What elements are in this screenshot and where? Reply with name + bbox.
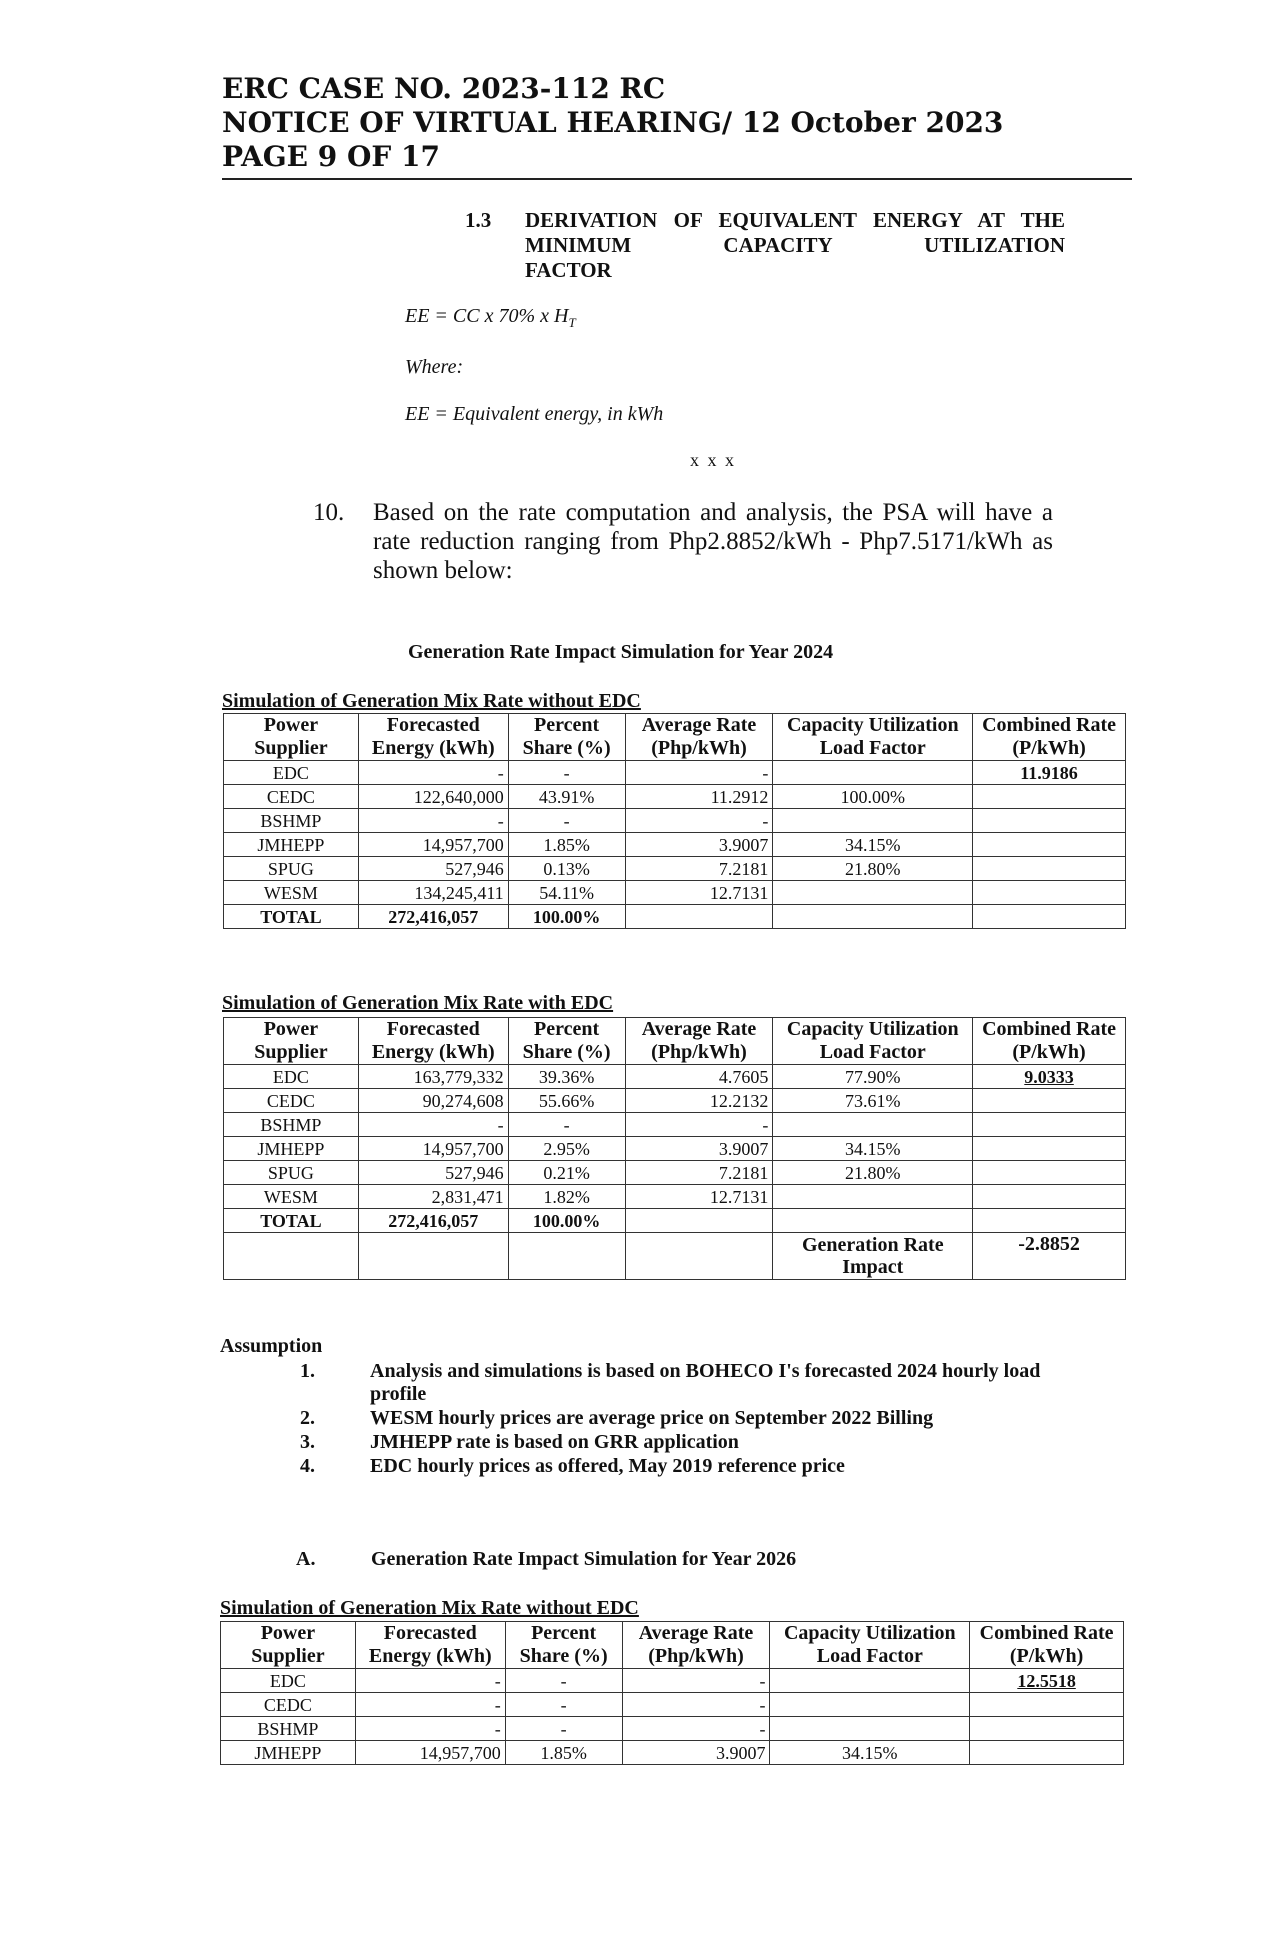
data-cell (970, 1693, 1124, 1717)
empty-cell (508, 1233, 625, 1280)
item-number: 4. (300, 1455, 315, 1477)
table-row (224, 833, 1126, 857)
section-a-title: Generation Rate Impact Simulation for Year 2026 (371, 1548, 797, 1570)
data-cell: - (355, 1693, 505, 1717)
data-cell: - (508, 809, 625, 833)
column-header: Forecasted Energy (kWh) (355, 1622, 505, 1669)
formula-subscript: T (568, 315, 576, 330)
total-cell: 100.00% (508, 905, 625, 929)
data-cell: - (622, 1669, 770, 1693)
column-header: Capacity Utilization Load Factor (773, 1018, 973, 1065)
section-title-main: DERIVATION OF EQUIVALENT ENERGY AT THE MINIMUM CAPACITY UTILIZATION (525, 208, 1065, 257)
data-cell (973, 857, 1126, 881)
data-cell: 39.36% (508, 1065, 625, 1089)
case-number: ERC CASE NO. 2023-112 RC (222, 72, 666, 105)
supplier-cell: WESM (224, 1185, 359, 1209)
data-cell: 1.85% (508, 833, 625, 857)
table-row (221, 1741, 1124, 1765)
data-cell (973, 881, 1126, 905)
supplier-cell: WESM (224, 881, 359, 905)
table-without-edc-2026 (220, 1621, 1124, 1765)
impact-row (224, 1233, 1126, 1280)
data-cell: 527,946 (358, 1161, 508, 1185)
data-cell: 43.91% (508, 785, 625, 809)
data-cell: - (622, 1693, 770, 1717)
data-cell (973, 1185, 1126, 1209)
impact-value: -2.8852 (973, 1233, 1126, 1280)
table-header-row (221, 1622, 1124, 1669)
table-row (224, 1185, 1126, 1209)
data-cell: 14,957,700 (358, 1137, 508, 1161)
item-number: 3. (300, 1431, 315, 1453)
data-cell: - (505, 1693, 622, 1717)
data-cell: - (508, 761, 625, 785)
data-cell: 7.2181 (625, 1161, 773, 1185)
table-with-edc-2024 (223, 1017, 1126, 1280)
total-label: TOTAL (224, 905, 359, 929)
column-header: Percent Share (%) (505, 1622, 622, 1669)
column-header: Average Rate (Php/kWh) (622, 1622, 770, 1669)
assumption-item (300, 1360, 1060, 1406)
data-cell: 55.66% (508, 1089, 625, 1113)
data-cell: 7.2181 (625, 857, 773, 881)
ellipsis: x x x (690, 450, 736, 470)
data-cell: - (358, 1113, 508, 1137)
supplier-cell: JMHEPP (224, 833, 359, 857)
column-header: Combined Rate (P/kWh) (970, 1622, 1124, 1669)
data-cell (970, 1741, 1124, 1765)
data-cell (770, 1717, 970, 1741)
data-cell: - (505, 1669, 622, 1693)
data-cell: 14,957,700 (358, 833, 508, 857)
section-title-last: FACTOR (525, 258, 612, 282)
table-row (224, 857, 1126, 881)
data-cell: 12.2132 (625, 1089, 773, 1113)
assumption-heading: Assumption (220, 1335, 323, 1357)
data-cell (973, 1089, 1126, 1113)
empty-cell (224, 1233, 359, 1280)
total-row (224, 905, 1126, 929)
supplier-cell: EDC (224, 1065, 359, 1089)
data-cell (770, 1693, 970, 1717)
data-cell (973, 1161, 1126, 1185)
total-cell (625, 1209, 773, 1233)
data-cell: 12.7131 (625, 1185, 773, 1209)
where-label: Where: (405, 356, 464, 378)
data-cell (773, 761, 973, 785)
data-cell: 4.7605 (625, 1065, 773, 1089)
item-text: JMHEPP rate is based on GRR application (370, 1431, 739, 1453)
section-title (525, 208, 1065, 283)
table-row (224, 1161, 1126, 1185)
table-row (224, 881, 1126, 905)
data-cell: 54.11% (508, 881, 625, 905)
item-text: Analysis and simulations is based on BOHECO I's forecasted 2024 hourly load profile (370, 1360, 1041, 1405)
data-cell: 34.15% (770, 1741, 970, 1765)
data-cell: - (622, 1717, 770, 1741)
data-cell: 122,640,000 (358, 785, 508, 809)
column-header: Capacity Utilization Load Factor (770, 1622, 970, 1669)
data-cell: - (355, 1669, 505, 1693)
data-cell: - (625, 1113, 773, 1137)
data-cell (770, 1669, 970, 1693)
data-cell: 12.7131 (625, 881, 773, 905)
data-cell: 12.5518 (970, 1669, 1124, 1693)
data-cell: - (625, 761, 773, 785)
total-cell (773, 1209, 973, 1233)
table-row (221, 1669, 1124, 1693)
table3-title: Simulation of Generation Mix Rate without EDC (220, 1597, 639, 1619)
column-header: Average Rate (Php/kWh) (625, 1018, 773, 1065)
supplier-cell: SPUG (224, 857, 359, 881)
supplier-cell: EDC (224, 761, 359, 785)
supplier-cell: EDC (221, 1669, 356, 1693)
table-header-row (224, 1018, 1126, 1065)
data-cell: 2,831,471 (358, 1185, 508, 1209)
assumption-item (300, 1407, 1060, 1430)
column-header: Forecasted Energy (kWh) (358, 1018, 508, 1065)
impact-label: Generation Rate Impact (773, 1233, 973, 1280)
table-row (224, 809, 1126, 833)
sim-2024-title: Generation Rate Impact Simulation for Year 2024 (408, 641, 834, 663)
column-header: Capacity Utilization Load Factor (773, 714, 973, 761)
table-row (224, 1089, 1126, 1113)
data-cell: - (508, 1113, 625, 1137)
data-cell (973, 1113, 1126, 1137)
assumption-item (300, 1431, 1060, 1454)
supplier-cell: JMHEPP (221, 1741, 356, 1765)
data-cell: 1.82% (508, 1185, 625, 1209)
data-cell: 34.15% (773, 1137, 973, 1161)
table2-title: Simulation of Generation Mix Rate with EDC (222, 992, 614, 1014)
data-cell: 3.9007 (625, 1137, 773, 1161)
section-a (296, 1548, 796, 1571)
supplier-cell: BSHMP (221, 1717, 356, 1741)
assumptions (220, 1335, 1060, 1479)
column-header: Percent Share (%) (508, 714, 625, 761)
supplier-cell: CEDC (224, 1089, 359, 1113)
total-row (224, 1209, 1126, 1233)
data-cell: 3.9007 (622, 1741, 770, 1765)
supplier-cell: BSHMP (224, 809, 359, 833)
document-header (222, 72, 1132, 180)
section-1-3 (465, 208, 1065, 283)
column-header: Forecasted Energy (kWh) (358, 714, 508, 761)
data-cell: 34.15% (773, 833, 973, 857)
empty-cell (358, 1233, 508, 1280)
data-cell (773, 1113, 973, 1137)
data-cell: 163,779,332 (358, 1065, 508, 1089)
data-cell: 0.21% (508, 1161, 625, 1185)
table-row (221, 1717, 1124, 1741)
paragraph-number: 10. (313, 499, 345, 526)
definition: EE = Equivalent energy, in kWh (405, 403, 664, 425)
table-row (224, 761, 1126, 785)
total-label: TOTAL (224, 1209, 359, 1233)
data-cell: - (505, 1717, 622, 1741)
table-row (224, 1065, 1126, 1089)
table-header-row (224, 714, 1126, 761)
total-cell: 100.00% (508, 1209, 625, 1233)
data-cell: 77.90% (773, 1065, 973, 1089)
supplier-cell: CEDC (221, 1693, 356, 1717)
table-row (221, 1693, 1124, 1717)
paragraph-10 (313, 498, 1053, 585)
data-cell (973, 785, 1126, 809)
data-cell: 100.00% (773, 785, 973, 809)
data-cell: 3.9007 (625, 833, 773, 857)
data-cell: 134,245,411 (358, 881, 508, 905)
item-text: EDC hourly prices as offered, May 2019 reference price (370, 1455, 845, 1477)
data-cell (970, 1717, 1124, 1741)
total-cell (773, 905, 973, 929)
supplier-cell: BSHMP (224, 1113, 359, 1137)
data-cell (773, 881, 973, 905)
column-header: Combined Rate (P/kWh) (973, 714, 1126, 761)
data-cell: 21.80% (773, 857, 973, 881)
supplier-cell: SPUG (224, 1161, 359, 1185)
data-cell: - (358, 809, 508, 833)
column-header: Power Supplier (224, 1018, 359, 1065)
total-cell: 272,416,057 (358, 905, 508, 929)
table-row (224, 1137, 1126, 1161)
data-cell: - (358, 761, 508, 785)
data-cell (773, 809, 973, 833)
data-cell: 21.80% (773, 1161, 973, 1185)
data-cell (773, 1185, 973, 1209)
total-cell: 272,416,057 (358, 1209, 508, 1233)
column-header: Power Supplier (221, 1622, 356, 1669)
total-cell (973, 905, 1126, 929)
data-cell: 527,946 (358, 857, 508, 881)
data-cell: 11.2912 (625, 785, 773, 809)
column-header: Average Rate (Php/kWh) (625, 714, 773, 761)
column-header: Combined Rate (P/kWh) (973, 1018, 1126, 1065)
paragraph-text: Based on the rate computation and analysis, the PSA will have a rate reduction ranging from Php2.8852/kWh - Php7.5171/kWh as shown below: (373, 499, 1053, 584)
table-row (224, 785, 1126, 809)
section-letter: A. (296, 1548, 316, 1570)
total-cell (973, 1209, 1126, 1233)
data-cell: 0.13% (508, 857, 625, 881)
data-cell: 9.0333 (973, 1065, 1126, 1089)
table1-title: Simulation of Generation Mix Rate without EDC (222, 690, 641, 712)
section-number: 1.3 (465, 208, 492, 232)
empty-cell (625, 1233, 773, 1280)
table-row (224, 1113, 1126, 1137)
data-cell: 14,957,700 (355, 1741, 505, 1765)
data-cell: 11.9186 (973, 761, 1126, 785)
item-number: 2. (300, 1407, 315, 1429)
column-header: Power Supplier (224, 714, 359, 761)
data-cell (973, 833, 1126, 857)
item-number: 1. (300, 1360, 315, 1382)
supplier-cell: CEDC (224, 785, 359, 809)
data-cell: 1.85% (505, 1741, 622, 1765)
page-number: PAGE 9 OF 17 (222, 140, 440, 173)
data-cell: 2.95% (508, 1137, 625, 1161)
supplier-cell: JMHEPP (224, 1137, 359, 1161)
total-cell (625, 905, 773, 929)
assumption-item (300, 1455, 1060, 1478)
data-cell (973, 1137, 1126, 1161)
data-cell: - (625, 809, 773, 833)
table-without-edc-2024 (223, 713, 1126, 929)
data-cell (973, 809, 1126, 833)
formula (405, 305, 576, 331)
item-text: WESM hourly prices are average price on September 2022 Billing (370, 1407, 934, 1429)
data-cell: 90,274,608 (358, 1089, 508, 1113)
data-cell: - (355, 1717, 505, 1741)
notice-title: NOTICE OF VIRTUAL HEARING/ 12 October 2023 (222, 106, 1004, 139)
column-header: Percent Share (%) (508, 1018, 625, 1065)
data-cell: 73.61% (773, 1089, 973, 1113)
formula-text: EE = CC x 70% x H (405, 305, 569, 327)
